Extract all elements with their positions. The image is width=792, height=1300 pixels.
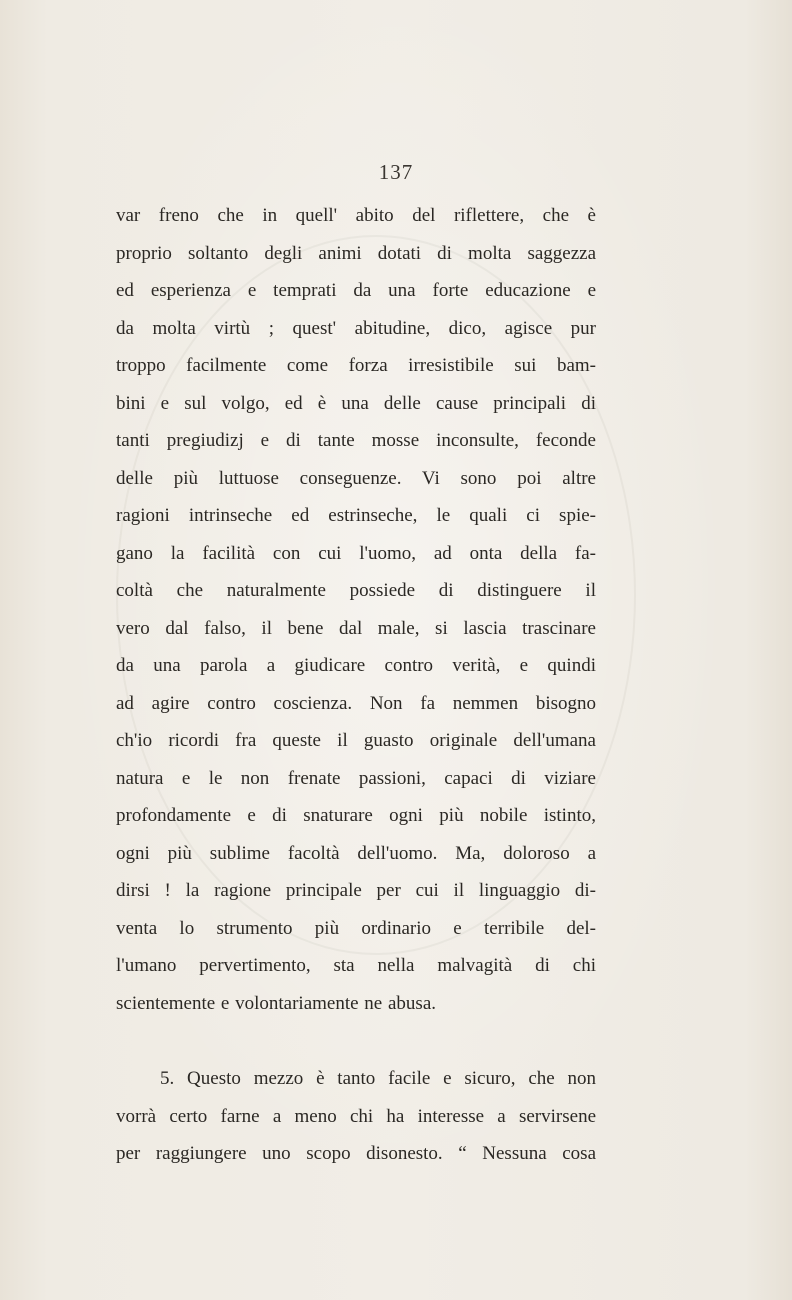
text-line: scientemente e volontariamente ne abusa.: [116, 992, 437, 1014]
text-line: troppo facilmente come forza irresistibile sui bam-: [116, 355, 596, 376]
text-line: coltà che naturalmente possiede di distinguere il: [116, 580, 596, 601]
text-line: ad agire contro coscienza. Non fa nemmen bisogno: [116, 692, 596, 714]
text-line: var freno che in quell' abito del riflettere, che è: [116, 205, 596, 226]
text-line: ed esperienza e temprati da una forte educazione e: [116, 280, 596, 301]
text-line: ogni più sublime facoltà dell'uomo. Ma, doloroso a: [116, 842, 596, 864]
text-line: profondamente e di snaturare ogni più nobile istinto,: [116, 805, 596, 826]
text-line: 5. Questo mezzo è tanto facile e sicuro, che non: [160, 1068, 596, 1089]
page-number: 137: [378, 160, 414, 184]
text-line: proprio soltanto degli animi dotati di molta saggezza: [116, 242, 596, 264]
text-line: vorrà certo farne a meno chi ha interesse a servirsene: [116, 1105, 596, 1127]
text-line: natura e le non frenate passioni, capaci di viziare: [116, 767, 596, 789]
text-line: dirsi ! la ragione principale per cui il linguaggio di-: [116, 880, 596, 901]
text-line: bini e sul volgo, ed è una delle cause principali di: [116, 392, 596, 414]
text-line: vero dal falso, il bene dal male, si lascia trascinare: [116, 617, 596, 639]
text-line: ragioni intrinseche ed estrinseche, le quali ci spie-: [116, 505, 596, 526]
text-line: delle più luttuose conseguenze. Vi sono poi altre: [116, 467, 596, 489]
body-text: [116, 197, 596, 1173]
text-line: per raggiungere uno scopo disonesto. “ Nessuna cosa: [116, 1143, 596, 1164]
paragraph-1: [116, 197, 596, 1022]
text-line: da molta virtù ; quest' abitudine, dico, agisce pur: [116, 317, 596, 339]
paragraph-spacer: [116, 1022, 596, 1060]
text-line: tanti pregiudizj e di tante mosse inconsulte, feconde: [116, 430, 596, 451]
paragraph-2: [116, 1060, 596, 1173]
text-line: da una parola a giudicare contro verità, e quindi: [116, 655, 596, 676]
text-line: gano la facilità con cui l'uomo, ad onta della fa-: [116, 542, 596, 564]
text-line: ch'io ricordi fra queste il guasto originale dell'umana: [116, 730, 596, 751]
text-line: venta lo strumento più ordinario e terribile del-: [116, 917, 596, 939]
text-line: l'umano pervertimento, sta nella malvagità di chi: [116, 955, 596, 976]
